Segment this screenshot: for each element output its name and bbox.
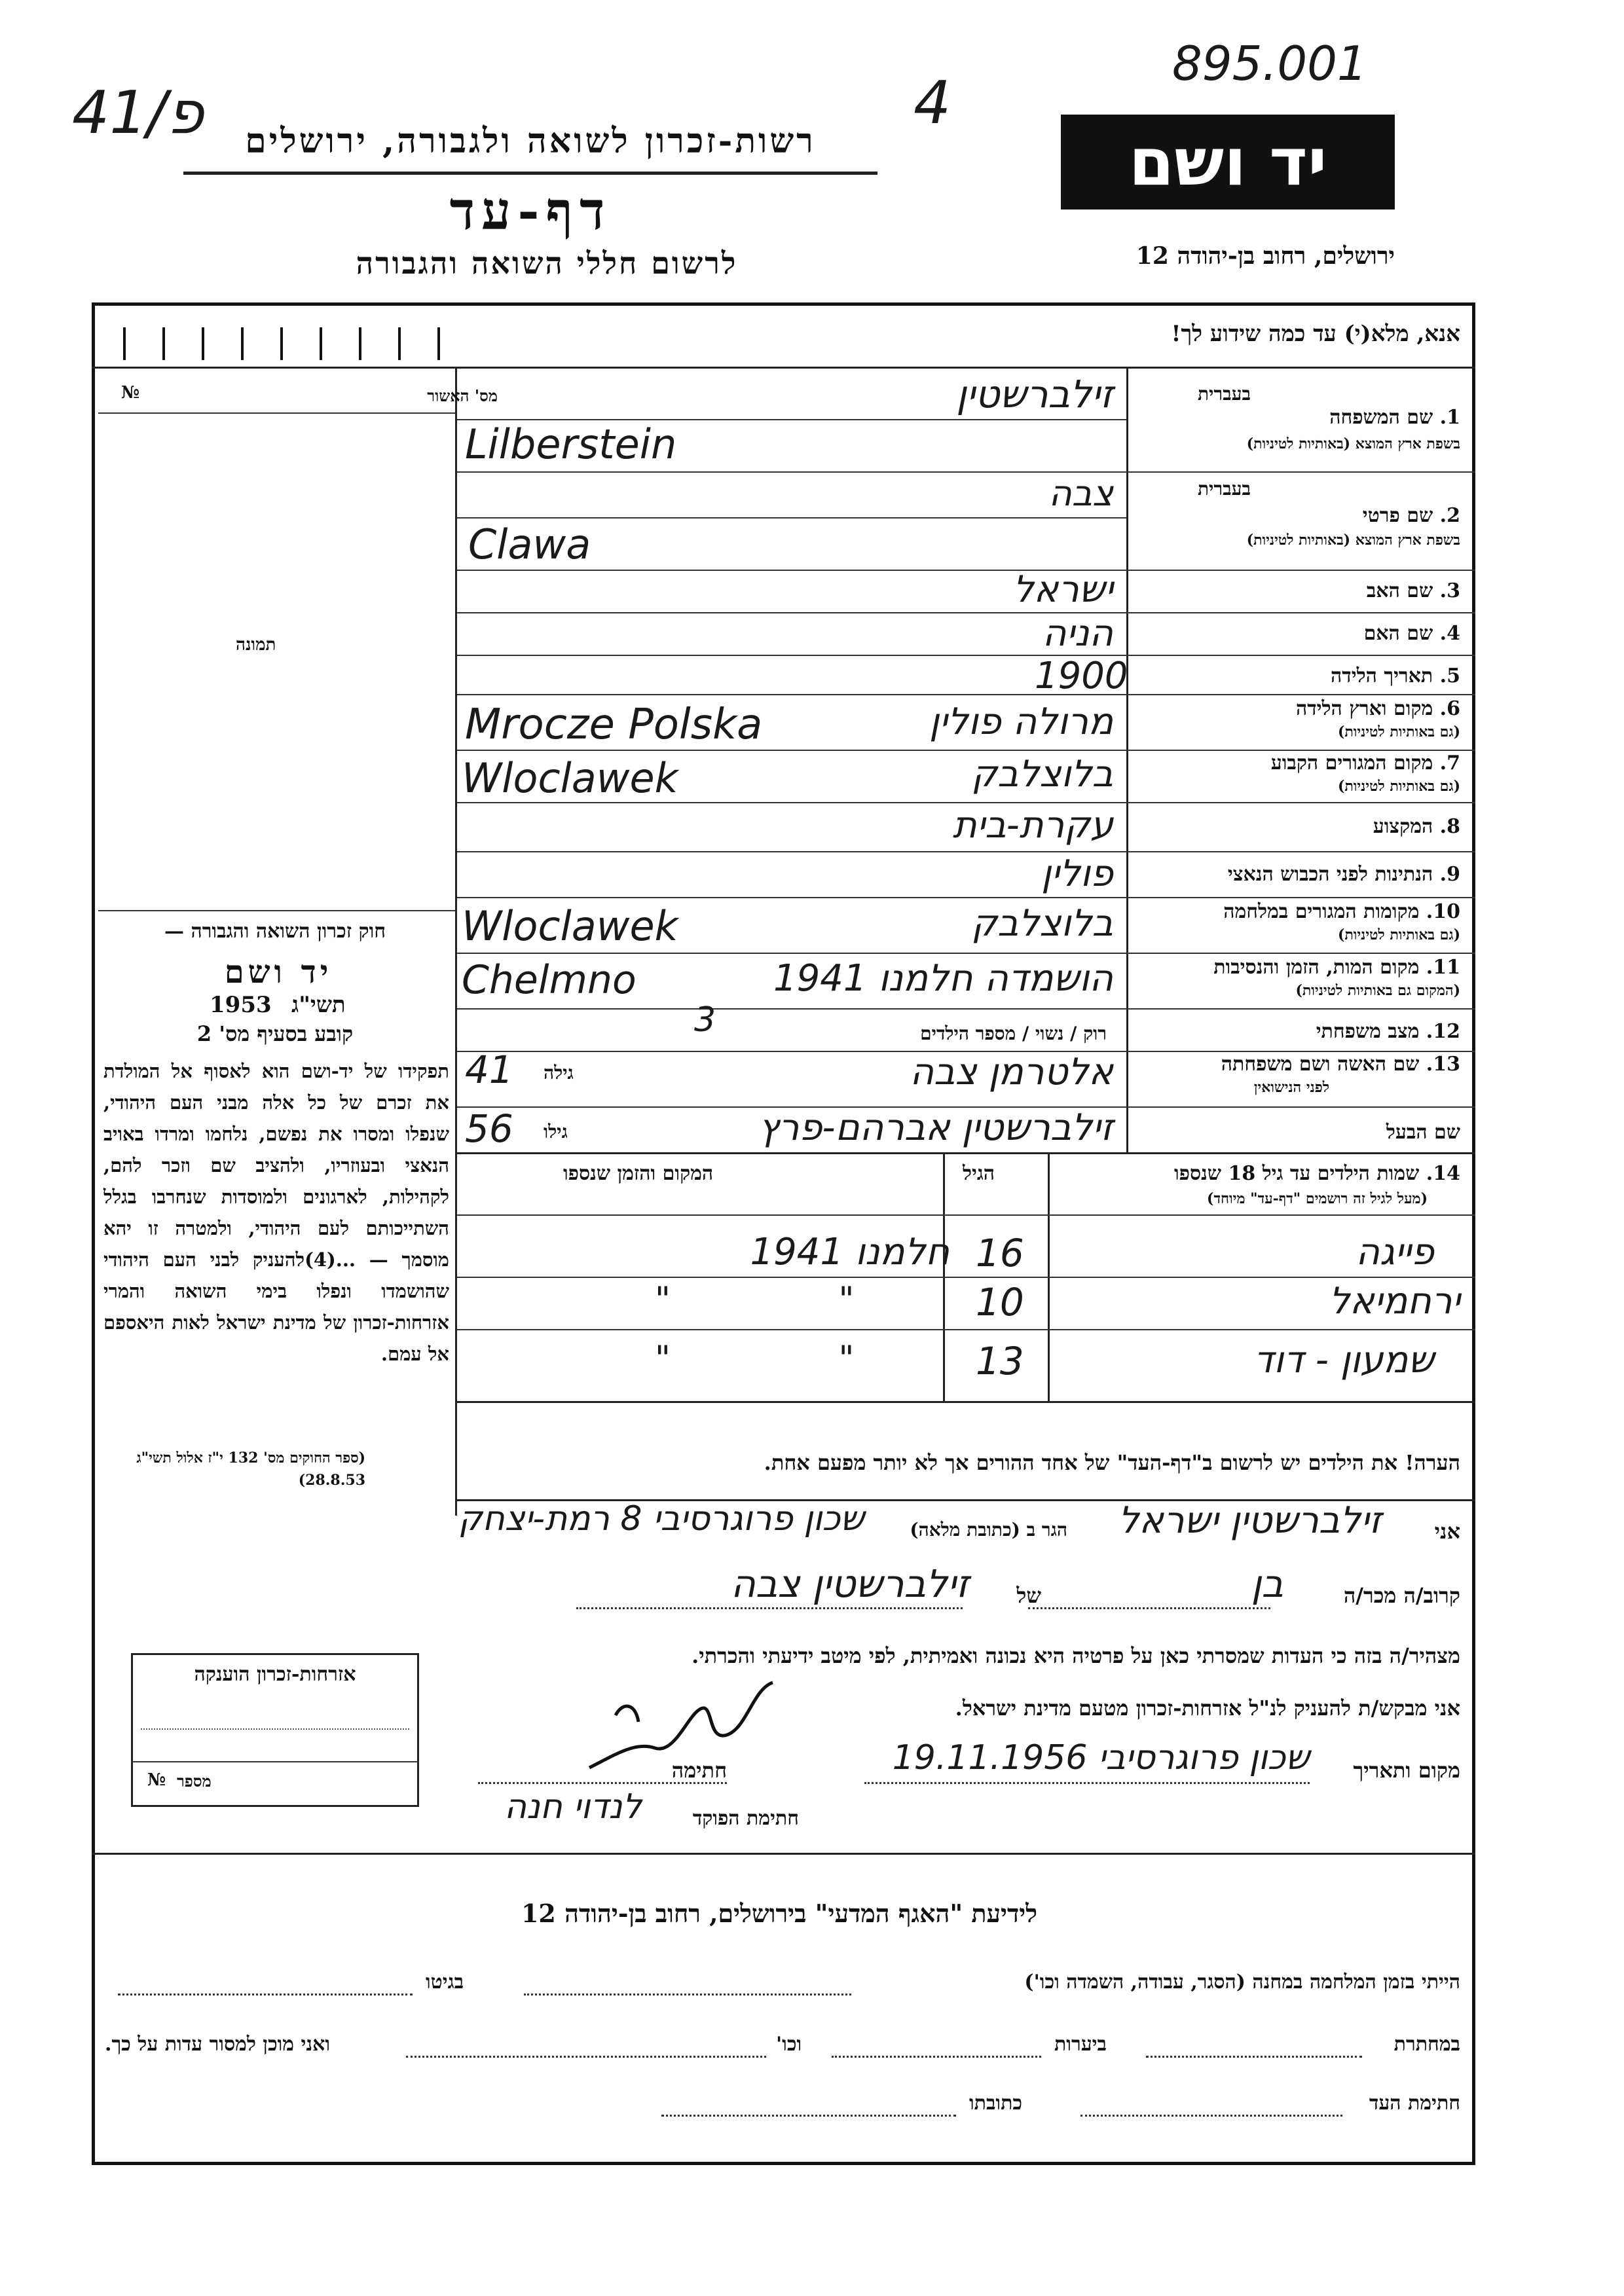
f8-value: עקרת-בית	[952, 804, 1113, 847]
photo-label: תמונה	[236, 635, 276, 655]
row-line	[457, 1152, 1475, 1154]
f1-label: 1. שם המשפחה	[1329, 406, 1460, 429]
declarant-name: זילברשטין ישראל	[1118, 1499, 1382, 1542]
f1-sub: בשפת ארץ המוצא (באותיות לטיניות)	[1246, 435, 1460, 452]
children-bottom-line	[457, 1401, 1475, 1403]
label-divider	[1126, 367, 1128, 1152]
f11-heb-value: הושמדה חלמנו 1941	[773, 957, 1113, 1000]
law-year-greg: 1953	[210, 992, 272, 1018]
husband-value: זילברשטין אברהם-פרץ	[758, 1106, 1113, 1149]
place-date-value: שכון פרוגרסיבי 19.11.1956	[892, 1738, 1310, 1777]
f11-label: 11. מקום המות, הזמן והנסיבות	[1213, 956, 1460, 979]
declare-text: מצהיר/ה בזה כי העדות שמסרתי כאן על פרטיה היא נכונה ואמיתית, לפי מיטב ידיעתי והכרתי.	[692, 1643, 1460, 1668]
f6-lat-value: Mrocze Polska	[465, 701, 763, 749]
bottom-line2-a: במחתרת	[1393, 2033, 1460, 2056]
f1-heb-label: בעברית	[1197, 383, 1251, 405]
approval-no-sign: №	[121, 383, 140, 403]
declarant-signature	[576, 1676, 786, 1781]
place-date-label: מקום ותאריך	[1353, 1758, 1460, 1783]
f2-heb-label: בעברית	[1197, 478, 1251, 500]
row-line	[457, 517, 1126, 519]
f1-lat-value: Lilberstein	[465, 420, 677, 468]
f6-label: 6. מקום וארץ הלידה	[1295, 697, 1460, 720]
request-text: אני מבקש/ת להעניק לנ"ל אזרחות-זכרון מטעם מדינת ישראל.	[955, 1696, 1460, 1721]
row-line	[457, 802, 1475, 803]
child-name: ירחמיאל	[1329, 1280, 1460, 1322]
relation-line	[1028, 1607, 1270, 1609]
f13-label: 13. שם האשה ושם משפחתה	[1221, 1053, 1460, 1076]
f9-value: פולין	[1041, 852, 1113, 895]
f8-label: 8. המקצוע	[1373, 815, 1460, 838]
f12-label: 12. מצב משפחתי	[1316, 1020, 1460, 1043]
bottom-line1-fill2	[118, 1994, 413, 1995]
row-line	[457, 570, 1475, 571]
bottom-line2-fill-a	[1146, 2056, 1362, 2058]
archive-number: 895.001	[1172, 36, 1367, 91]
citizenship-line	[141, 1728, 409, 1731]
header-address: ירושלים, רחוב בן-יהודה 12	[1135, 242, 1395, 270]
f10-sub: (גם באותיות לטיניות)	[1337, 926, 1460, 943]
bottom-line1-fill	[524, 1994, 851, 1995]
child-place: " "	[655, 1280, 933, 1319]
citizenship-no-label: מספר	[177, 1772, 212, 1791]
bottom-line3-a: חתימת העד	[1369, 2092, 1460, 2115]
child-age: 13	[976, 1339, 1024, 1383]
f12-options: רוק / נשוי / מספר הילדים	[920, 1023, 1107, 1044]
approval-label: מס' האשור	[427, 386, 498, 405]
of-label: של	[1016, 1583, 1041, 1608]
child-name: פייגה	[1356, 1231, 1434, 1273]
row-line	[457, 471, 1126, 473]
of-line	[576, 1607, 963, 1609]
children-name-header: 14. שמות הילדים עד גיל 18 שנספו	[1173, 1162, 1460, 1185]
relative-label: קרוב/ה מכר/ה	[1343, 1583, 1460, 1608]
f2-sub: בשפת ארץ המוצא (באותיות לטיניות)	[1246, 532, 1460, 549]
children-name-sub: (מעל לגיל זה רושמים "דף-עד" מיוחד)	[1207, 1190, 1428, 1207]
f1-heb-value: זילברשטין	[956, 372, 1113, 416]
f5-value: 1900	[1035, 655, 1128, 697]
declarant-lives-label: הגר ב (כתובת מלאה)	[910, 1519, 1067, 1540]
bottom-line2-fill-c	[406, 2056, 766, 2058]
row-line	[457, 655, 1475, 656]
law-title: חוק זכרון השואה והגבורה —	[164, 920, 386, 943]
f5-label: 5. תאריך הלידה	[1331, 665, 1460, 687]
f2-heb-value: צבה	[1048, 473, 1113, 514]
f4-label: 4. שם האם	[1363, 622, 1460, 645]
ticks-svg	[98, 327, 455, 363]
row-line	[457, 750, 1475, 751]
children-note: הערה! את הילדים יש לרשום ב"דף-העד" של אחד ההורים אך לא יותר מפעם אחת.	[764, 1450, 1460, 1475]
clerk-label: חתימת הפוקד	[692, 1807, 799, 1830]
approval-line	[98, 412, 455, 414]
authority-underline	[183, 172, 877, 175]
husband-age-label: גילו	[544, 1121, 568, 1142]
child-age: 10	[976, 1280, 1024, 1324]
clerk-signature: לנדוי חנה	[504, 1787, 642, 1827]
photo-bottom-line	[98, 910, 455, 911]
declarant-i-label: אני	[1434, 1519, 1460, 1544]
row-line	[457, 851, 1475, 852]
f11-sub: (המקום גם באותיות לטיניות)	[1295, 982, 1460, 999]
f7-lat-value: Wloclawek	[462, 754, 678, 802]
f2-lat-value: Clawa	[468, 520, 591, 568]
instruction-text: אנא, מלא(י) עד כמה שידוע לך!	[1171, 321, 1460, 347]
f7-heb-value: בלוצלבק	[971, 753, 1113, 795]
bottom-line3-b: כתובתו	[969, 2092, 1023, 2115]
bottom-line3-fill-a	[1080, 2115, 1342, 2117]
signature-line	[478, 1782, 727, 1784]
children-header-line	[457, 1214, 1475, 1216]
of-name: זילברשטין צבה	[730, 1561, 969, 1606]
husband-age: 56	[465, 1106, 513, 1151]
bottom-line2-b: ביערות	[1054, 2033, 1107, 2056]
row-line	[457, 612, 1475, 613]
row-line	[457, 1008, 1475, 1010]
row-line	[1126, 471, 1475, 473]
f7-label: 7. מקום המגורים הקבוע	[1270, 752, 1460, 774]
row-line	[457, 897, 1475, 898]
children-age-header: הגיל	[963, 1162, 995, 1185]
law-text: תפקידו של יד-ושם הוא לאסוף אל המולדת את זכרם של כל אלה מבני העם היהודי, שנפלו ומסרו את נפשם, נלחמו ומרדו באויב הנאצי ובעוזריו, ולהציב שם וזכר להם, לקהילות, לארגונים ולמוסדות שנחרבו בגלל השתייכותם לעם היהודי, ולמטרה זו יהא מוסמך — ...(4)להעניק לבני העם היהודי שהושמדו ונפלו בימי השואה והמרי אזרחות-זכרון של מדינת ישראל לאות היאספם אל עמם.	[103, 1060, 449, 1365]
f11-lat-value: Chelmno	[462, 957, 637, 1003]
f2-label: 2. שם פרטי	[1362, 504, 1460, 527]
form-subtitle: לרשום חללי השואה והגבורה	[356, 246, 738, 281]
bottom-line2-end: ואני מוכן למסור עדות על כך.	[105, 2033, 331, 2056]
authority-line: רשות-זכרון לשואה ולגבורה, ירושלים	[245, 121, 816, 161]
bottom-line1-end: בגיטו	[426, 1971, 464, 1994]
f10-label: 10. מקומות המגורים במלחמה	[1223, 900, 1460, 923]
f12-children: 3	[694, 1000, 716, 1040]
row-line	[457, 953, 1475, 954]
f10-lat-value: Wloclawek	[462, 902, 678, 950]
f4-value: הניה	[1042, 612, 1113, 655]
f13-age: 41	[465, 1048, 513, 1092]
bottom-line1: הייתי בזמן המלחמה במחנה (הסגר, עבודה, השמדה וכו')	[1024, 1971, 1460, 1994]
bottom-title: לידיעת "האגף המדעי" בירושלים, רחוב בן-יהודה 12	[521, 1899, 1038, 1928]
f6-sub: (גם באותיות לטיניות)	[1337, 723, 1460, 740]
law-source: (ספר החוקים מס' 132 י"ז אלול תשי"ג 28.8.53)	[136, 1449, 365, 1489]
ticks-box	[98, 327, 455, 363]
bottom-line2-fill-b	[832, 2056, 1041, 2058]
f7-sub: (גם באותיות לטיניות)	[1337, 778, 1460, 795]
law-clause: קובע בסעיף מס' 2	[196, 1021, 354, 1046]
law-logo: יד ושם	[224, 954, 333, 991]
f10-heb-value: בלוצלבק	[971, 902, 1113, 945]
f13-sub: לפני הנישואין	[1253, 1079, 1329, 1096]
f9-label: 9. הנתינות לפני הכבוש הנאצי	[1227, 863, 1460, 886]
yad-vashem-logo	[1061, 115, 1395, 210]
logo-text: יד ושם	[1128, 124, 1327, 200]
citizenship-box-title: אזרחות-זכרון הוענקה	[194, 1663, 356, 1686]
form-title: דף-עד	[449, 180, 612, 242]
handwritten-digit: 4	[913, 69, 951, 137]
child-name: שמעון - דוד	[1253, 1339, 1434, 1381]
children-place-header: המקום והזמן שנספו	[563, 1162, 714, 1185]
children-row-line	[457, 1277, 1475, 1278]
f6-heb-value: מרולה פולין	[929, 701, 1113, 743]
child-place: " "	[655, 1339, 933, 1378]
bottom-line3-fill-b	[661, 2115, 956, 2117]
f3-label: 3. שם האב	[1366, 579, 1460, 602]
children-row-line	[457, 1329, 1475, 1330]
law-logo-box	[216, 956, 341, 989]
bottom-section-divider	[92, 1853, 1475, 1855]
law-year-heb: תשי"ג	[291, 992, 346, 1018]
bottom-line2-c: וכו'	[776, 2033, 802, 2056]
place-date-line	[864, 1782, 1310, 1784]
citizenship-line	[131, 1761, 419, 1762]
left-reference: 41/פ	[72, 79, 204, 147]
citizenship-no-sign: №	[147, 1770, 166, 1790]
child-age: 16	[976, 1231, 1024, 1275]
child-place: חלמנו 1941	[750, 1231, 950, 1273]
f3-value: ישראל	[1012, 568, 1113, 611]
declarant-address: שכון פרוגרסיבי 8 רמת-יצחק	[458, 1499, 864, 1539]
f13-value: אלטרמן צבה	[910, 1051, 1113, 1093]
husband-label: שם הבעל	[1386, 1121, 1460, 1144]
signature-label: חתימה	[671, 1758, 727, 1783]
instruction-divider	[92, 367, 1475, 369]
f13-age-label: גילה	[544, 1062, 574, 1084]
relation-value: בן	[1251, 1561, 1283, 1606]
sidebar-divider	[455, 367, 457, 1516]
row-line	[457, 694, 1475, 695]
